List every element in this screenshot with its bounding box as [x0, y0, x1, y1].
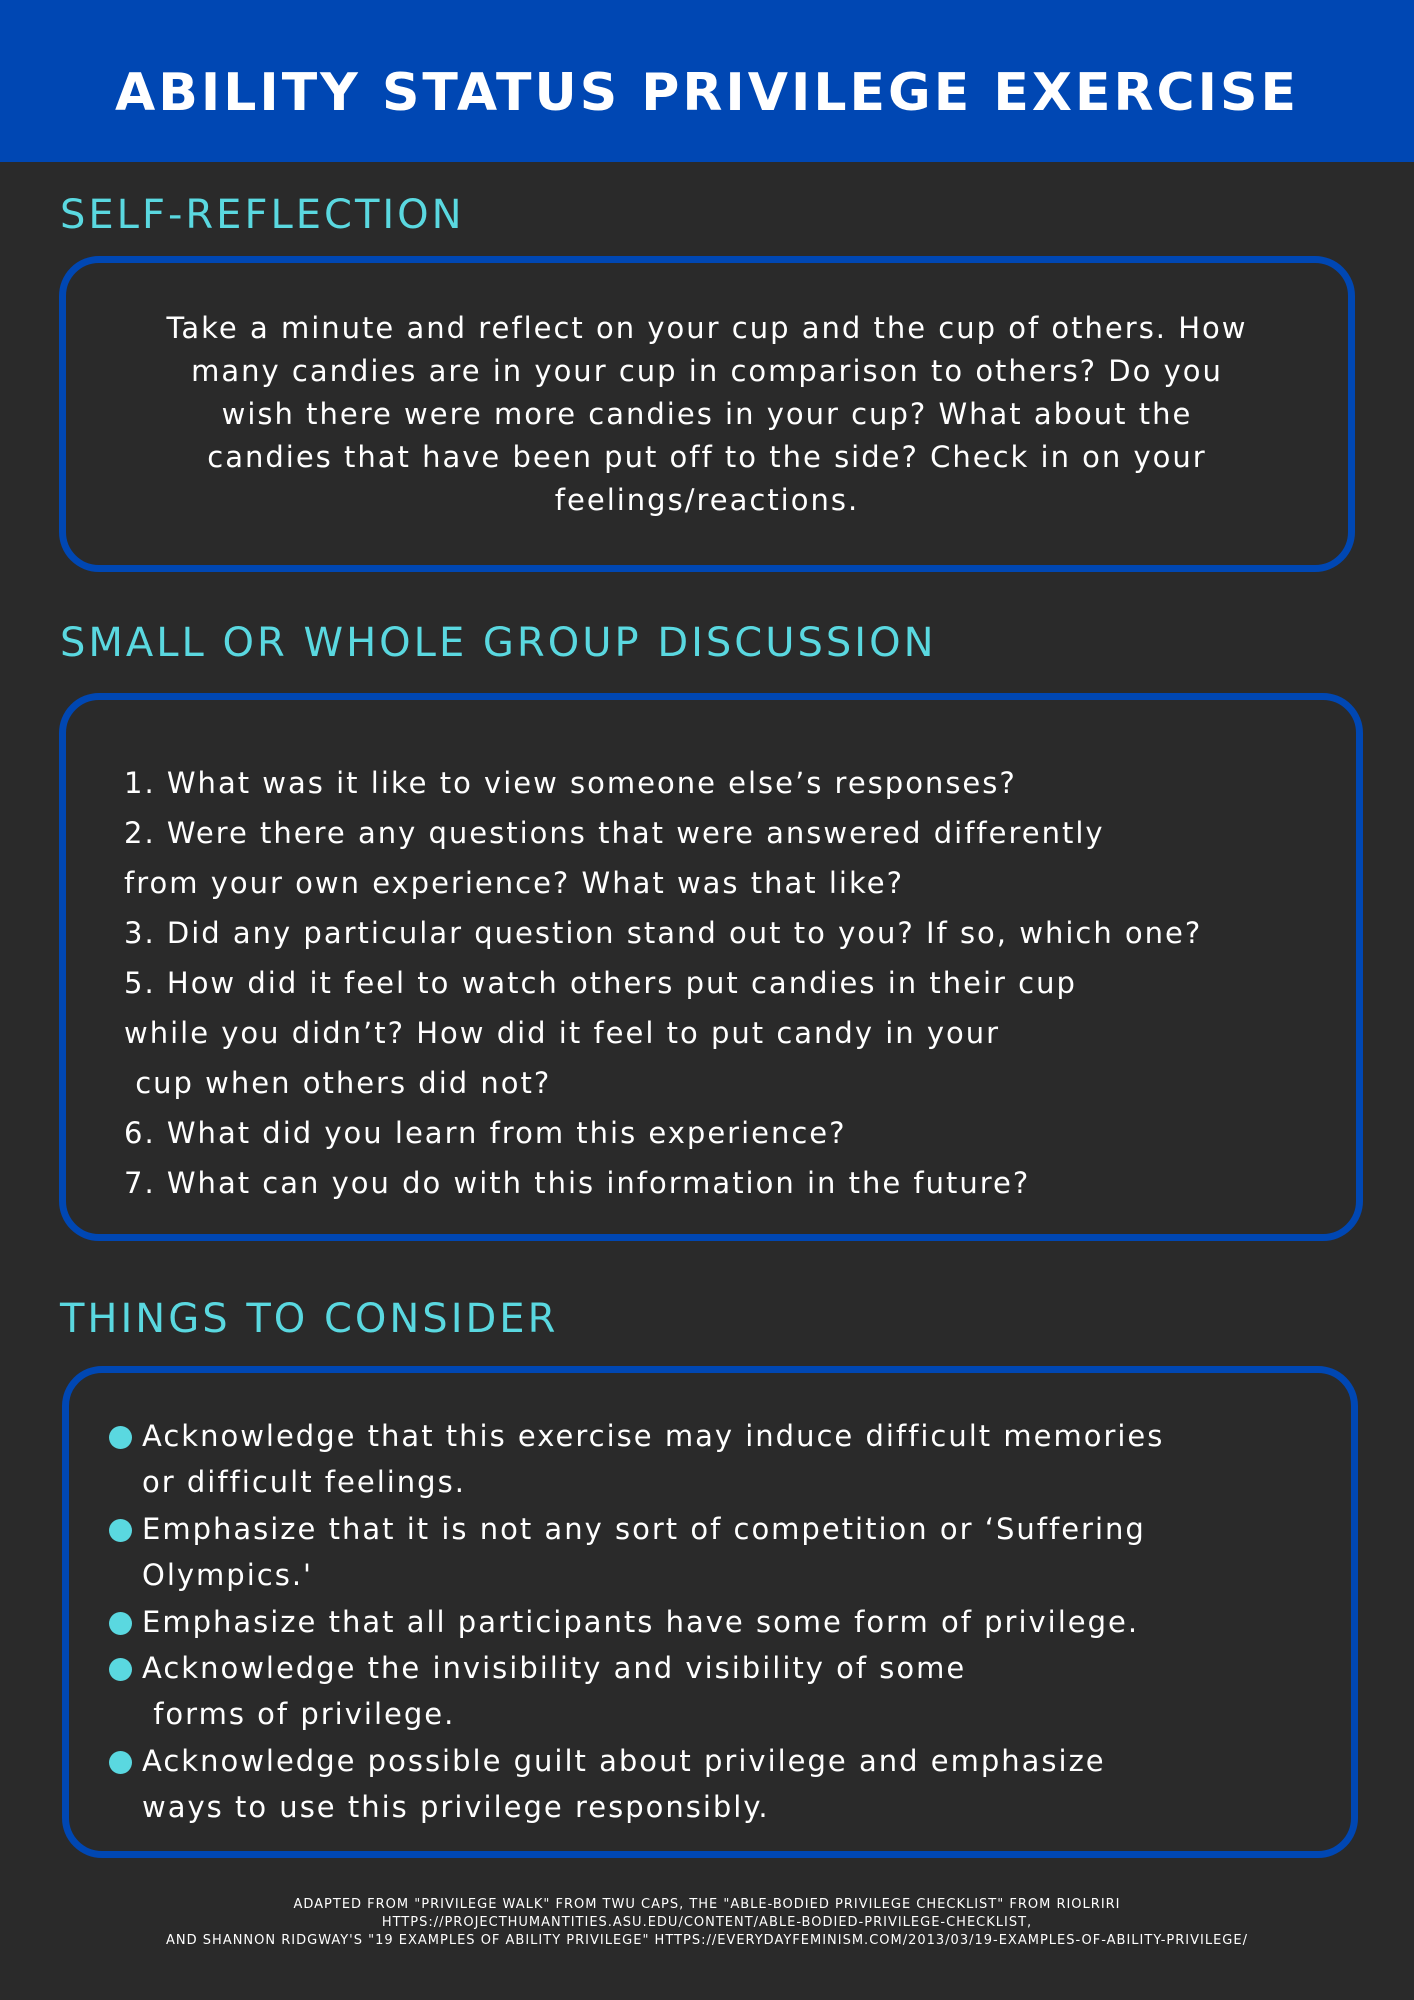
footer-line: ADAPTED FROM "PRIVILEGE WALK" FROM TWU CAPS, THE "ABLE-BODIED PRIVILEGE CHECKLIST" FROM RIOLRIRI — [293, 1897, 1121, 1912]
considerations-heading: THINGS TO CONSIDER — [60, 1296, 559, 1342]
self-reflection-text: Take a minute and reflect on your cup and the cup of others. How many candies are in your cup in comparison to others? Do you wish there were more candies in your cup? What about the candies that have been put off to the side? Check in on your feelings/reactions. — [166, 311, 1248, 517]
consideration-text: Emphasize that it is not any sort of competition or ‘Suffering Olympics.' — [142, 1512, 1146, 1592]
page-title: ABILITY STATUS PRIVILEGE EXERCISE — [115, 63, 1299, 123]
discussion-line: from your own experience? What was that like? — [124, 866, 904, 900]
bullet-dot-icon — [109, 1612, 132, 1635]
self-reflection-panel — [59, 256, 1355, 572]
header-banner — [0, 0, 1414, 162]
footer-line: HTTPS://PROJECTHUMANTITIES.ASU.EDU/CONTENT/ABLE-BODIED-PRIVILEGE-CHECKLIST, — [381, 1915, 1033, 1930]
discussion-heading: SMALL OR WHOLE GROUP DISCUSSION — [60, 620, 937, 666]
discussion-line: 1. What was it like to view someone else’s responses? — [124, 766, 1017, 800]
bullet-dot-icon — [109, 1519, 132, 1542]
consideration-text: Acknowledge possible guilt about privilege and emphasize ways to use this privilege responsibly. — [142, 1744, 1106, 1824]
footer-credits — [0, 1896, 1414, 1950]
discussion-line: while you didn’t? How did it feel to put candy in your — [124, 1016, 1001, 1050]
discussion-line: 5. How did it feel to watch others put candies in their cup — [124, 966, 1077, 1000]
discussion-line: cup when others did not? — [124, 1066, 552, 1100]
self-reflection-heading: SELF-REFLECTION — [60, 192, 465, 238]
bullet-dot-icon — [109, 1658, 132, 1681]
consideration-text: Acknowledge the invisibility and visibility of some forms of privilege. — [142, 1651, 967, 1731]
discussion-line: 6. What did you learn from this experience? — [124, 1116, 847, 1150]
discussion-line: 3. Did any particular question stand out to you? If so, which one? — [124, 916, 1203, 950]
discussion-line: 2. Were there any questions that were answered differently — [124, 816, 1105, 850]
bullet-dot-icon — [109, 1426, 132, 1449]
consideration-text: Acknowledge that this exercise may induce difficult memories or difficult feelings. — [142, 1419, 1165, 1499]
considerations-panel — [62, 1366, 1358, 1858]
footer-line: AND SHANNON RIDGWAY'S "19 EXAMPLES OF ABILITY PRIVILEGE" HTTPS://EVERYDAYFEMINISM.COM/2013/03/19-EXAMPLES-OF-ABILITY-PRIVILEGE/ — [166, 1933, 1248, 1948]
consideration-text: Emphasize that all participants have some form of privilege. — [142, 1605, 1140, 1639]
discussion-line: 7. What can you do with this information in the future? — [124, 1166, 1031, 1200]
discussion-panel — [59, 693, 1363, 1241]
bullet-dot-icon — [109, 1751, 132, 1774]
